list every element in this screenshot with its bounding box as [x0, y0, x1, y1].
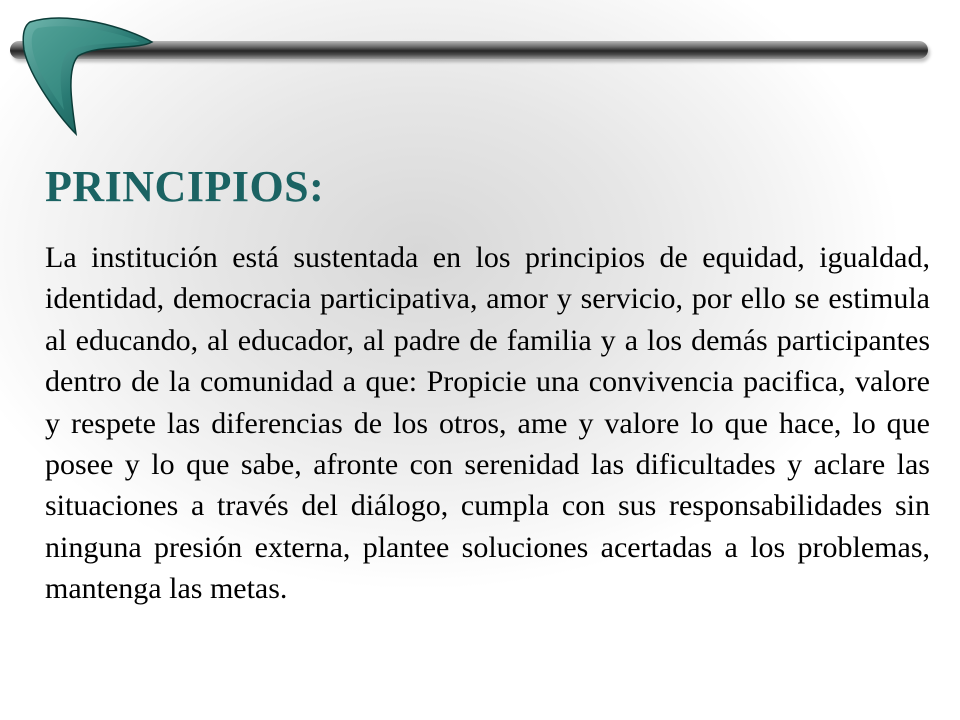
slide-body-text: La institución está sustentada en los principios de equidad, igualdad, identidad, democracia participativa, amor y servicio, por ello se estimula al educando, al educador, al padre de familia y a los demás participantes dentro de la comunidad a que: Propicie una convivencia pacifica, valore y respete las diferencias de los otros, ame y valore lo que hace, lo que posee y lo que sabe, afronte con serenidad las dificultades y aclare las situaciones a través del diálogo, cumpla con sus responsabilidades sin ninguna presión externa, plantee soluciones acertadas a los problemas, mantenga las metas.	[45, 241, 930, 606]
boomerang-icon	[18, 14, 158, 138]
slide-title: PRINCIPIOS:	[45, 162, 325, 211]
